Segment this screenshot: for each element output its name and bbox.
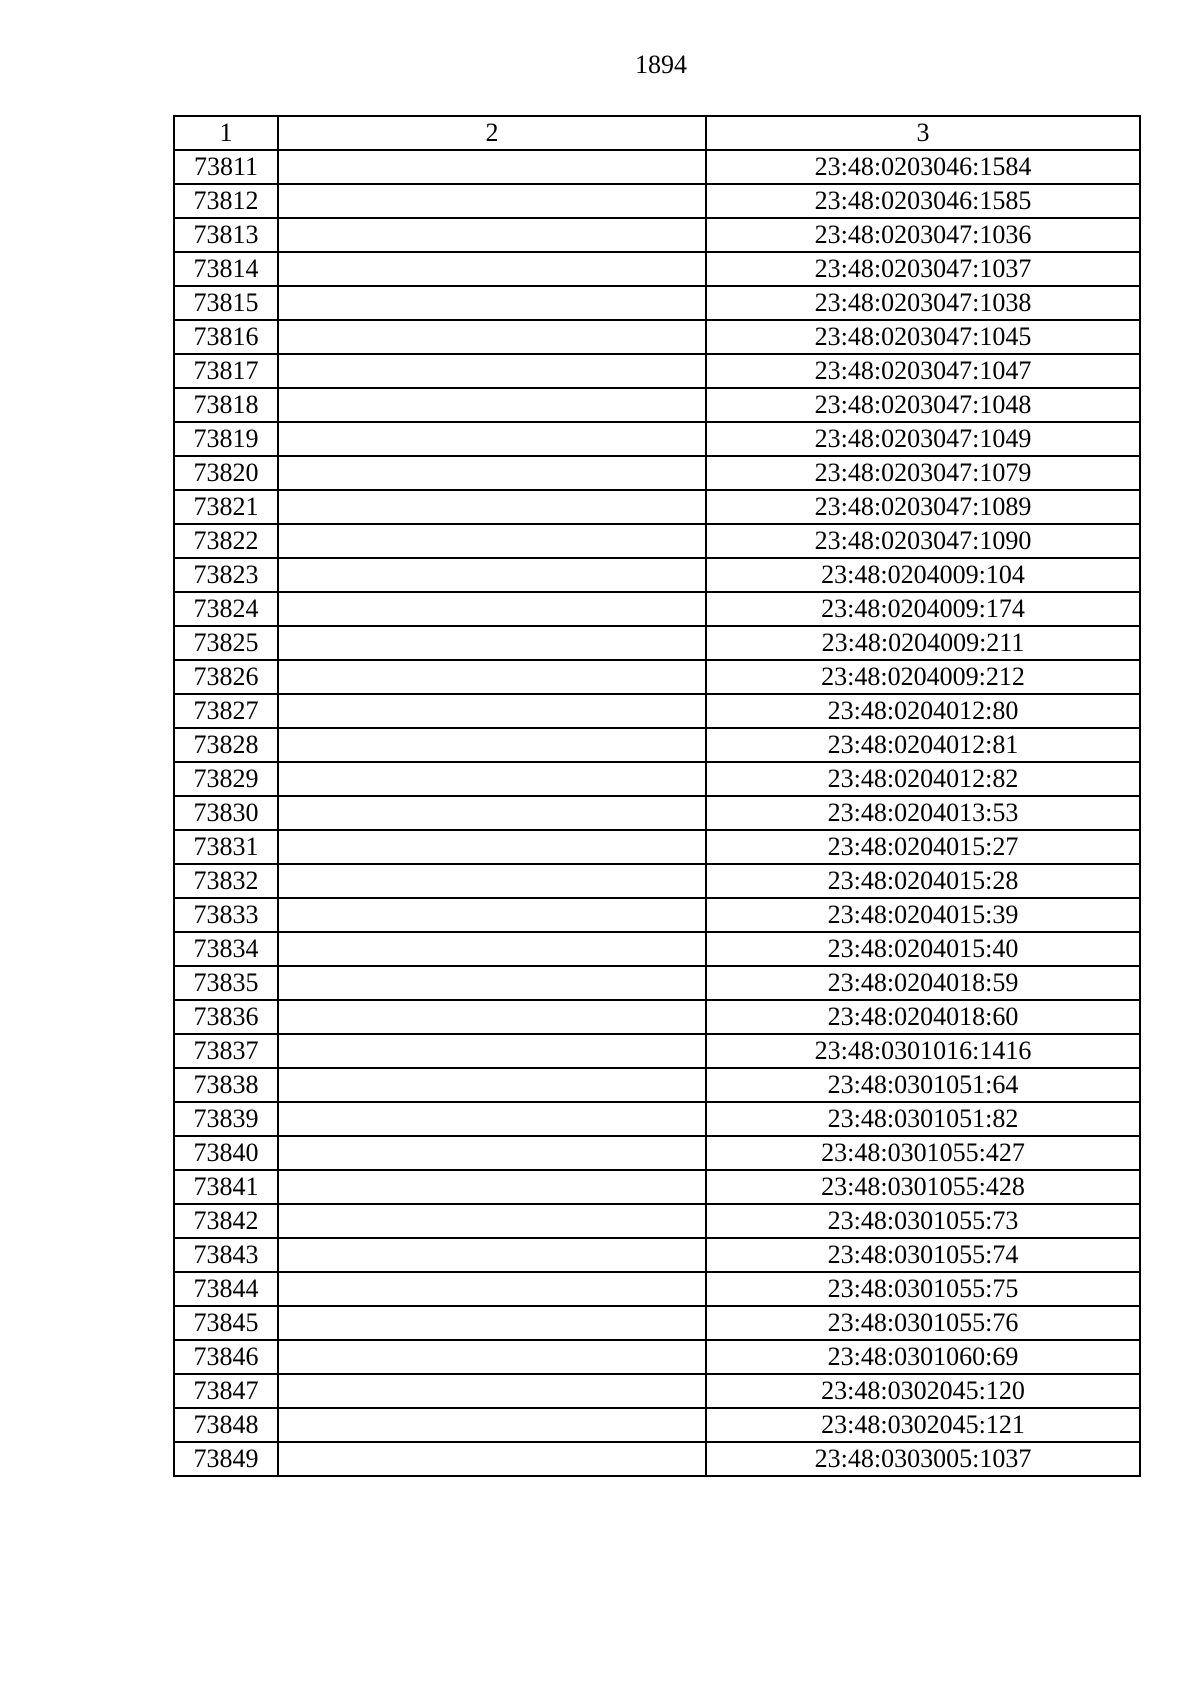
- table-row: [174, 1170, 1140, 1204]
- table-row: [174, 966, 1140, 1000]
- table-row: [174, 1136, 1140, 1170]
- row-number-cell: 73847: [174, 1374, 278, 1408]
- table-row: [174, 1340, 1140, 1374]
- row-number-cell: 73836: [174, 1000, 278, 1034]
- row-number-cell: 73818: [174, 388, 278, 422]
- row-blank-cell: [278, 1000, 706, 1034]
- row-blank-cell: [278, 1102, 706, 1136]
- table-header: [174, 116, 1140, 150]
- row-number-cell: 73842: [174, 1204, 278, 1238]
- row-number-cell: 73833: [174, 898, 278, 932]
- table-row: [174, 728, 1140, 762]
- row-blank-cell: [278, 558, 706, 592]
- table-row: [174, 592, 1140, 626]
- table-row: [174, 864, 1140, 898]
- table-body: [174, 150, 1140, 1476]
- row-blank-cell: [278, 1272, 706, 1306]
- row-blank-cell: [278, 524, 706, 558]
- cadastral-number-cell: 23:48:0204009:211: [706, 626, 1140, 660]
- cadastral-number-cell: 23:48:0301055:73: [706, 1204, 1140, 1238]
- cadastral-number-cell: 23:48:0301055:428: [706, 1170, 1140, 1204]
- row-number-cell: 73840: [174, 1136, 278, 1170]
- row-number-cell: 73834: [174, 932, 278, 966]
- table-row: [174, 354, 1140, 388]
- row-blank-cell: [278, 490, 706, 524]
- row-number-cell: 73817: [174, 354, 278, 388]
- cadastral-number-cell: 23:48:0204009:212: [706, 660, 1140, 694]
- row-blank-cell: [278, 592, 706, 626]
- cadastral-number-cell: 23:48:0204015:39: [706, 898, 1140, 932]
- row-blank-cell: [278, 1340, 706, 1374]
- cadastral-number-cell: 23:48:0301055:75: [706, 1272, 1140, 1306]
- cadastral-number-cell: 23:48:0204018:59: [706, 966, 1140, 1000]
- row-number-cell: 73815: [174, 286, 278, 320]
- row-number-cell: 73823: [174, 558, 278, 592]
- row-number-cell: 73832: [174, 864, 278, 898]
- table-row: [174, 1204, 1140, 1238]
- cadastral-number-cell: 23:48:0301055:76: [706, 1306, 1140, 1340]
- row-number-cell: 73821: [174, 490, 278, 524]
- row-blank-cell: [278, 1068, 706, 1102]
- cadastral-number-cell: 23:48:0204012:82: [706, 762, 1140, 796]
- table-row: [174, 1442, 1140, 1476]
- row-blank-cell: [278, 830, 706, 864]
- table-row: [174, 456, 1140, 490]
- table-row: [174, 660, 1140, 694]
- cadastral-number-cell: 23:48:0204013:53: [706, 796, 1140, 830]
- cadastral-number-cell: 23:48:0301060:69: [706, 1340, 1140, 1374]
- table-row: [174, 830, 1140, 864]
- cadastral-number-cell: 23:48:0302045:121: [706, 1408, 1140, 1442]
- table-row: [174, 796, 1140, 830]
- row-blank-cell: [278, 1204, 706, 1238]
- cadastral-number-cell: 23:48:0203047:1045: [706, 320, 1140, 354]
- column-header-2: 2: [278, 116, 706, 150]
- row-blank-cell: [278, 286, 706, 320]
- row-blank-cell: [278, 1442, 706, 1476]
- table-row: [174, 1272, 1140, 1306]
- column-header-1: 1: [174, 116, 278, 150]
- column-header-3: 3: [706, 116, 1140, 150]
- row-number-cell: 73814: [174, 252, 278, 286]
- cadastral-number-cell: 23:48:0203047:1047: [706, 354, 1140, 388]
- cadastral-number-cell: 23:48:0204015:40: [706, 932, 1140, 966]
- row-number-cell: 73845: [174, 1306, 278, 1340]
- table-row: [174, 252, 1140, 286]
- row-blank-cell: [278, 1170, 706, 1204]
- table-row: [174, 1306, 1140, 1340]
- row-number-cell: 73848: [174, 1408, 278, 1442]
- table-row: [174, 762, 1140, 796]
- cadastral-number-cell: 23:48:0301055:427: [706, 1136, 1140, 1170]
- cadastral-number-cell: 23:48:0303005:1037: [706, 1442, 1140, 1476]
- cadastral-number-cell: 23:48:0204009:104: [706, 558, 1140, 592]
- row-blank-cell: [278, 762, 706, 796]
- table-row: [174, 1000, 1140, 1034]
- row-number-cell: 73828: [174, 728, 278, 762]
- row-blank-cell: [278, 218, 706, 252]
- row-blank-cell: [278, 728, 706, 762]
- row-number-cell: 73830: [174, 796, 278, 830]
- row-number-cell: 73824: [174, 592, 278, 626]
- row-number-cell: 73813: [174, 218, 278, 252]
- cadastral-number-cell: 23:48:0204009:174: [706, 592, 1140, 626]
- row-blank-cell: [278, 966, 706, 1000]
- row-blank-cell: [278, 626, 706, 660]
- cadastral-number-cell: 23:48:0203047:1036: [706, 218, 1140, 252]
- row-blank-cell: [278, 422, 706, 456]
- row-number-cell: 73811: [174, 150, 278, 184]
- row-blank-cell: [278, 252, 706, 286]
- row-number-cell: 73837: [174, 1034, 278, 1068]
- cadastral-number-cell: 23:48:0204015:27: [706, 830, 1140, 864]
- table-row: [174, 524, 1140, 558]
- row-blank-cell: [278, 1306, 706, 1340]
- page-number: 1894: [635, 50, 687, 79]
- row-number-cell: 73841: [174, 1170, 278, 1204]
- row-number-cell: 73844: [174, 1272, 278, 1306]
- table-row: [174, 1068, 1140, 1102]
- row-blank-cell: [278, 1034, 706, 1068]
- cadastral-number-cell: 23:48:0204015:28: [706, 864, 1140, 898]
- table-row: [174, 898, 1140, 932]
- cadastral-number-cell: 23:48:0203047:1090: [706, 524, 1140, 558]
- data-table: [173, 115, 1141, 1477]
- table-row: [174, 218, 1140, 252]
- table-row: [174, 286, 1140, 320]
- table-row: [174, 1374, 1140, 1408]
- cadastral-number-cell: 23:48:0301051:64: [706, 1068, 1140, 1102]
- row-blank-cell: [278, 1408, 706, 1442]
- row-number-cell: 73812: [174, 184, 278, 218]
- table-row: [174, 388, 1140, 422]
- cadastral-number-cell: 23:48:0301016:1416: [706, 1034, 1140, 1068]
- row-number-cell: 73825: [174, 626, 278, 660]
- row-blank-cell: [278, 320, 706, 354]
- table-row: [174, 558, 1140, 592]
- table-row: [174, 320, 1140, 354]
- row-number-cell: 73843: [174, 1238, 278, 1272]
- table-row: [174, 184, 1140, 218]
- row-number-cell: 73838: [174, 1068, 278, 1102]
- table-row: [174, 1102, 1140, 1136]
- cadastral-number-cell: 23:48:0203047:1049: [706, 422, 1140, 456]
- row-number-cell: 73846: [174, 1340, 278, 1374]
- cadastral-number-cell: 23:48:0204018:60: [706, 1000, 1140, 1034]
- cadastral-number-cell: 23:48:0301055:74: [706, 1238, 1140, 1272]
- row-blank-cell: [278, 660, 706, 694]
- row-number-cell: 73822: [174, 524, 278, 558]
- cadastral-number-cell: 23:48:0203047:1079: [706, 456, 1140, 490]
- cadastral-number-cell: 23:48:0203046:1584: [706, 150, 1140, 184]
- cadastral-number-cell: 23:48:0203047:1037: [706, 252, 1140, 286]
- row-blank-cell: [278, 898, 706, 932]
- cadastral-number-cell: 23:48:0203047:1048: [706, 388, 1140, 422]
- row-number-cell: 73839: [174, 1102, 278, 1136]
- row-number-cell: 73835: [174, 966, 278, 1000]
- row-blank-cell: [278, 456, 706, 490]
- row-blank-cell: [278, 932, 706, 966]
- row-blank-cell: [278, 796, 706, 830]
- table-row: [174, 932, 1140, 966]
- row-blank-cell: [278, 864, 706, 898]
- header-row: [174, 116, 1140, 150]
- table-row: [174, 150, 1140, 184]
- cadastral-number-cell: 23:48:0203046:1585: [706, 184, 1140, 218]
- row-blank-cell: [278, 1374, 706, 1408]
- row-number-cell: 73820: [174, 456, 278, 490]
- cadastral-number-cell: 23:48:0203047:1089: [706, 490, 1140, 524]
- row-number-cell: 73827: [174, 694, 278, 728]
- cadastral-number-cell: 23:48:0302045:120: [706, 1374, 1140, 1408]
- table-row: [174, 1034, 1140, 1068]
- table-row: [174, 626, 1140, 660]
- row-number-cell: 73829: [174, 762, 278, 796]
- row-number-cell: 73819: [174, 422, 278, 456]
- row-number-cell: 73816: [174, 320, 278, 354]
- row-number-cell: 73831: [174, 830, 278, 864]
- row-blank-cell: [278, 388, 706, 422]
- cadastral-number-cell: 23:48:0204012:80: [706, 694, 1140, 728]
- table-row: [174, 694, 1140, 728]
- row-blank-cell: [278, 1136, 706, 1170]
- row-blank-cell: [278, 150, 706, 184]
- row-number-cell: 73849: [174, 1442, 278, 1476]
- table-row: [174, 1238, 1140, 1272]
- row-blank-cell: [278, 354, 706, 388]
- row-blank-cell: [278, 184, 706, 218]
- table-row: [174, 490, 1140, 524]
- row-number-cell: 73826: [174, 660, 278, 694]
- cadastral-number-cell: 23:48:0204012:81: [706, 728, 1140, 762]
- row-blank-cell: [278, 694, 706, 728]
- table-row: [174, 422, 1140, 456]
- row-blank-cell: [278, 1238, 706, 1272]
- cadastral-number-cell: 23:48:0203047:1038: [706, 286, 1140, 320]
- table-row: [174, 1408, 1140, 1442]
- cadastral-number-cell: 23:48:0301051:82: [706, 1102, 1140, 1136]
